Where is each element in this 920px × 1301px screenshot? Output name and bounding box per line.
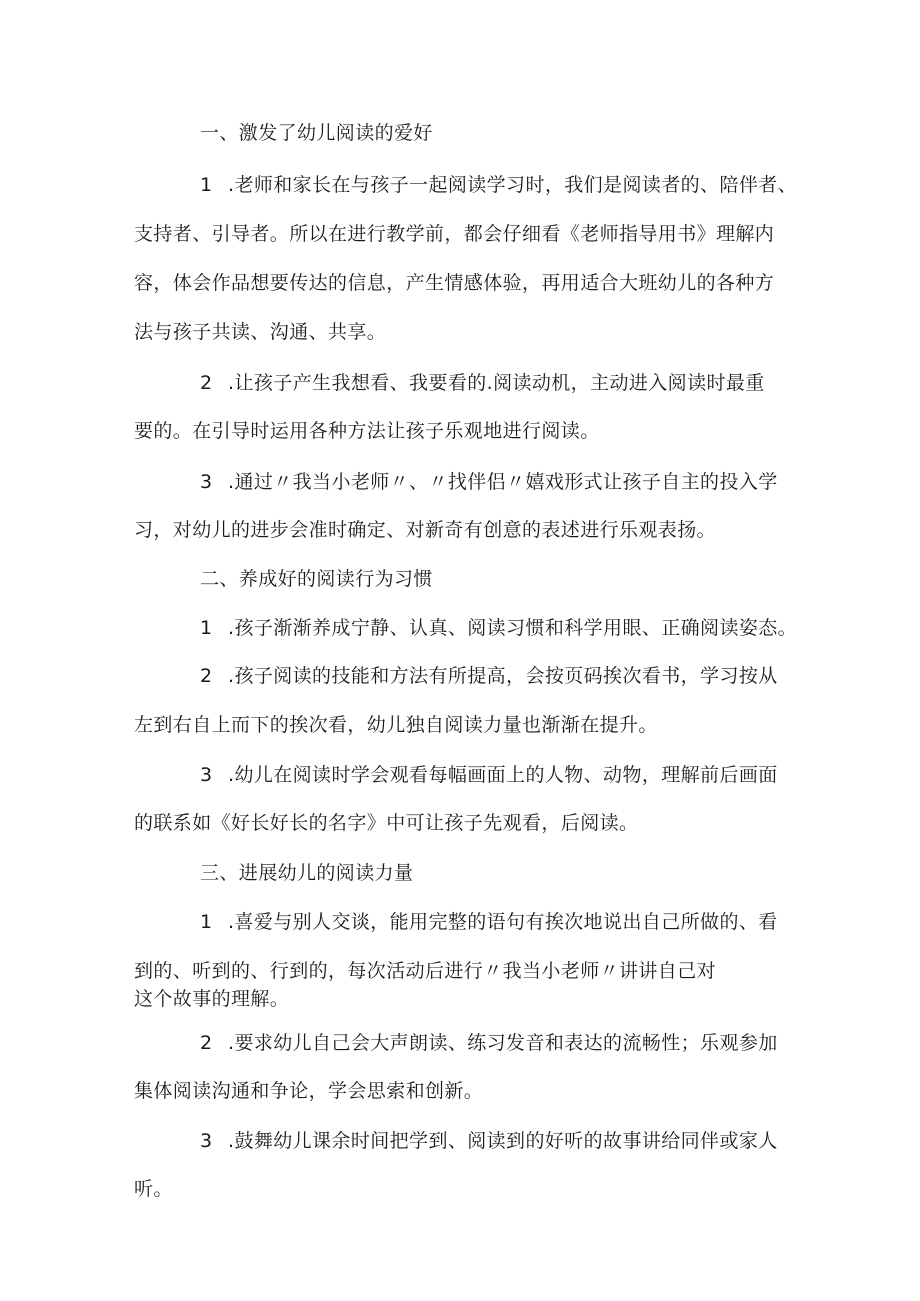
list-item-1-3 bbox=[200, 467, 778, 494]
item-text-line: .孩子渐渐养成宁静、认真、阅读习惯和科学用眼、正确阅读姿态。 bbox=[228, 617, 798, 639]
item-text-line: .鼓舞幼儿课余时间把学到、阅读到的好听的故事讲给同伴或家人 bbox=[228, 1130, 778, 1152]
section-heading-2: 二、养成好的阅读行为习惯 bbox=[200, 568, 433, 590]
item-text-line: 的联系如《好长好长的名字》中可让孩子先观看，后阅读。 bbox=[134, 812, 639, 834]
item-number: 2 bbox=[200, 1032, 213, 1054]
item-number: 3 bbox=[200, 1130, 213, 1152]
item-text-line: .要求幼儿自己会大声朗读、练习发音和表达的流畅性；乐观参加 bbox=[228, 1032, 778, 1054]
item-text-line: 左到右自上而下的挨次看，幼儿独自阅读力量也渐渐在提升。 bbox=[134, 714, 658, 736]
list-item-2-3 bbox=[200, 760, 778, 787]
item-number: 1 bbox=[200, 911, 213, 933]
section-heading-3: 三、进展幼儿的阅读力量 bbox=[200, 862, 414, 884]
item-number: 2 bbox=[200, 665, 213, 687]
item-text-line: 习，对幼儿的进步会准时确定、对新奇有创意的表述进行乐观表扬。 bbox=[134, 519, 717, 541]
item-number: 3 bbox=[200, 764, 213, 786]
list-item-1-2 bbox=[200, 368, 765, 395]
list-item-2-1 bbox=[200, 613, 797, 640]
item-text-line: .老师和家长在与孩子一起阅读学习时，我们是阅读者的、陪伴者、 bbox=[228, 174, 798, 196]
list-item-2-2 bbox=[200, 661, 778, 688]
item-text-line: 集体阅读沟通和争论，学会思索和创新。 bbox=[134, 1080, 484, 1102]
item-text-line: 要的。在引导时运用各种方法让孩子乐观地进行阅读。 bbox=[134, 420, 600, 442]
item-text-line: .通过〃我当小老师〃、〃找伴侣〃嬉戏形式让孩子自主的投入学 bbox=[228, 471, 778, 493]
item-text-line: .幼儿在阅读时学会观看每幅画面上的人物、动物，理解前后画面 bbox=[228, 764, 778, 786]
item-number: 3 bbox=[200, 471, 213, 493]
item-text-line: .喜爱与别人交谈，能用完整的语句有挨次地说出自己所做的、看 bbox=[228, 911, 778, 933]
item-text-line: 容，体会作品想要传达的信息，产生情感体验，再用适合大班幼儿的各种方 bbox=[134, 272, 775, 294]
item-number: 1 bbox=[200, 617, 213, 639]
item-number: 1 bbox=[200, 174, 213, 196]
section-heading-1: 一、激发了幼儿阅读的爱好 bbox=[200, 122, 433, 144]
item-text-line: 法与孩子共读、沟通、共享。 bbox=[134, 321, 387, 343]
list-item-1-1 bbox=[200, 170, 797, 197]
item-text-line: 听。 bbox=[134, 1178, 173, 1200]
item-text-line: 支持者、引导者。所以在进行教学前，都会仔细看《老师指导用书》理解内 bbox=[134, 223, 775, 245]
list-item-3-2 bbox=[200, 1028, 778, 1055]
item-text-line: 这个故事的理解。 bbox=[134, 988, 290, 1010]
list-item-3-1 bbox=[200, 907, 778, 934]
item-text-line: 到的、听到的、行到的，每次活动后进行〃我当小老师〃讲讲自己对 bbox=[134, 960, 717, 982]
item-number: 2 bbox=[200, 372, 213, 394]
item-text-line: .让孩子产生我想看、我要看的.阅读动机，主动进入阅读时最重 bbox=[228, 372, 765, 394]
item-text-line: .孩子阅读的技能和方法有所提高，会按页码挨次看书，学习按从 bbox=[228, 665, 778, 687]
list-item-3-3 bbox=[200, 1126, 778, 1153]
